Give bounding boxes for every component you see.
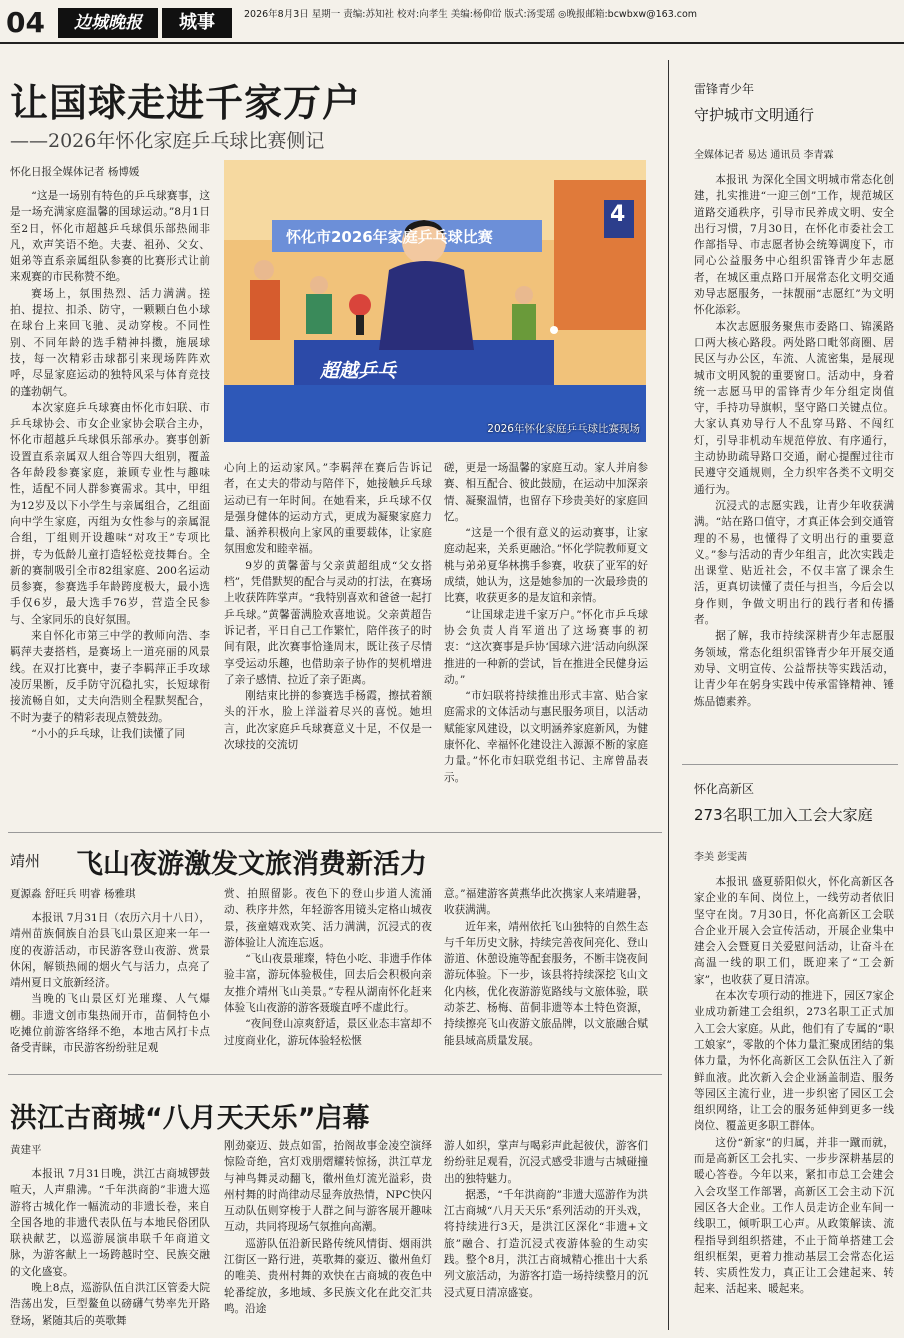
story2-col1-para: 本报讯 7月31日（农历六月十八日），靖州苗族侗族自治县飞山景区迎来一年一度的夜游活动，市民游客登山夜游、赏景休闲，解锁热闹的烟火气与活力，点亮了靖州夏日文旅新经济。: [10, 912, 210, 990]
main-column-2: [224, 460, 432, 830]
main-col2-para: 心向上的运动家风。”李羁萍在赛后告诉记者，在丈夫的带动与陪伴下，她接触乒乓球运动已有一年时间。在她看来，乒乓球不仅是强身健体的运动方式，更成为凝聚家庭力量、涵养积极向上家风的重要载体，让家庭氛围愈发和睦幸福。: [224, 462, 432, 556]
story3-col1-para: 晚上8点，巡游队伍自洪江区管委大院浩荡出发，巨型鳌鱼以磅礴气势率先开路登场，紧随其后的英歌舞: [10, 1282, 210, 1327]
photo-caption: 2026年怀化家庭乒乓球比赛现场: [487, 423, 640, 435]
column-divider: [668, 60, 669, 1330]
story2-col2-para: “飞山夜景璀璨，特色小吃、非遗手作体验丰富，游玩体验极佳，回去后会积极向亲友推介靖州飞山美景。”专程从湖南怀化赶来体验飞山夜游的游客聂璇直呼不虚此行。: [224, 953, 432, 1015]
side2-title: 273名职工加入工会大家庭: [694, 806, 873, 824]
story3-title: 洪江古商城“八月天天乐”启幕: [10, 1103, 370, 1134]
main-col1-para: “这是一场别有特色的乒乓球赛事，这是一场充满家庭温馨的国球运动。”8月1日至2日，怀化市超越乒乓球俱乐部热闹非凡，欢声笑语不绝。夫妻、祖孙、父女、姐弟等直系亲属组队参赛的比赛形式让前来观赛的市民称赞不绝。: [10, 190, 210, 284]
main-title: 让国球走进千家万户: [10, 81, 362, 125]
side1-para: 本次志愿服务聚焦市委路口、锦溪路口两大核心路段。两处路口毗邻商圈、居民区与办公区，车流、人流密集，是展现城市文明风貌的重要窗口。活动中，身着统一志愿马甲的雷锋青少年分组定岗值守，手持功导旗帜，坚守路口关键点位。大家认真劝导行人不乱穿马路、不闯红灯，引导非机动车规范停放、有序通行，主动协助疏导路口交通，耐心提醒过往市民遵守交通规则，全力织牢各类不文明交通行为。: [694, 320, 894, 496]
story2-col2-para: “夜间登山凉爽舒适，景区业态丰富却不过度商业化，游玩体验轻松惬: [224, 1018, 432, 1047]
main-column-1: [10, 188, 210, 828]
side2-para: 这份“新家”的归属，并非一蹴而就，而是高新区工会扎实、一步步深耕基层的暖心答卷。今年以来，紧扣市总工会建会入会攻坚工作部署，高新区工会主动下沉园区各大企业。工作人员走访企业车间一线职工，倾听职工心声。从政策解读、流程指导到组织搭建，不止于简单搭建工会组织框架，更着力推动基层工会常态化运转、实质性发力，真正让工会建起来、转起来、活起来、暖起来。: [694, 1136, 894, 1296]
photo-slogan-text: 超越乒乓: [320, 360, 397, 382]
main-col3-para: “让国球走进千家万户。”怀化市乒乓球协会负责人肖军道出了这场赛事的初衷：“这次赛事是乒协‘国球六进’活动向纵深推进的一种新的尝试，旨在推进全民健身运动。”: [444, 608, 648, 686]
story2-kicker: 靖州: [10, 852, 41, 870]
side2-para: 在本次专项行动的推进下，园区7家企业成功新建工会组织，273名职工正式加入工会大家庭。从此，他们有了专属的“职工娘家”，零散的个体力量汇聚成团结的集体力量，为怀化高新区工会队伍注入了新鲜血液。此次新入会企业涵盖制造、服务等园区主流行业，进一步织密了园区工会组织网络，让工会的服务延伸到更多一线岗位、覆盖更多职工群体。: [694, 990, 894, 1133]
story3-byline: 黄建平: [10, 1144, 42, 1156]
story-divider: [8, 832, 662, 833]
main-col3-para: “市妇联将持续推出形式丰富、贴合家庭需求的文体活动与惠民服务项目，以活动赋能家风建设，以文明涵养家庭新风，为健康怀化、幸福怀化建设注入源源不断的家庭力量。”怀化市妇联党组书记、主席曾晶表示。: [444, 690, 648, 784]
story3-col3-para: 据悉，“千年洪商韵”非遗大巡游作为洪江古商城“八月天天乐”系列活动的开头戏，将持续进行3天，是洪江区深化“非遗+文旅”融合、打造沉浸式夜游体验的生动实践。整个8月，洪江古商城精心推出十大系列文旅活动，为游客打造一场持续整月的沉浸式夏日清凉盛宴。: [444, 1188, 648, 1299]
photo-number-text: 4: [610, 202, 626, 227]
story3-col2-para: 刚劲豪迈、鼓点如雷，抬阁故事金凌空演绎惊险奇绝，宫灯戏朋熠耀转惊扬，洪江草龙与神鸟舞灵动翻飞，徽州鱼灯流光溢彩，贵州村舞的时尚律动尽显奔放热情，NPC快闪互动队伍则穿梭于人群之间与游客展开趣味互动，共同将现场气氛推向高潮。: [224, 1140, 432, 1234]
story2-col1-para: 当晚的飞山景区灯光璀璨、人气爆棚。非遗文创市集热闹开市，苗侗特色小吃摊位前游客络绎不绝，本地古风打卡点备受青睐，市民游客纷纷驻足观: [10, 993, 210, 1055]
story2-col3-para: 意。”福建游客黄燕华此次携家人来靖避暑，收获满满。: [444, 888, 648, 917]
main-photo: [224, 160, 646, 442]
side-divider: [682, 764, 898, 765]
side2-para: 本报讯 盛夏骄阳似火，怀化高新区各家企业的车间、岗位上，一线劳动者依旧坚守在岗。7月30日，怀化高新区工会联合企业开展入会宣传活动，开展企业集中建会入会暨夏日关爱慰问活动，让奋斗在高温一线的职工们，既迎来了“工会新家”，也收获了夏日清凉。: [694, 876, 894, 986]
side1-para: 本报讯 为深化全国文明城市常态化创建，扎实推进“一迎三创”工作，规范城区道路交通秩序，引导市民养成文明、安全出行习惯，7月30日，在怀化市委社会工作部指导、市志愿者协会统筹调度下，市同心公益服务中心组织雷锋青少年志愿者，在城区重点路口开展常态化文明交通劝导志愿服务，一抹靓丽“志愿红”为文明怀化添彩。: [694, 174, 894, 317]
story-divider: [8, 1074, 662, 1075]
side1-title: 守护城市文明通行: [694, 106, 815, 124]
main-col3-para: 磋，更是一场温馨的家庭互动。家人并肩参赛、相互配合、彼此鼓励，在运动中加深亲情、凝聚温情，也留存下珍贵美好的家庭回忆。: [444, 462, 648, 523]
story3-column-1: [10, 1166, 210, 1332]
main-subtitle: ——2026年怀化家庭乒乓球比赛侧记: [10, 130, 325, 152]
main-col2-para: 9岁的黄馨蕾与父亲黄超组成“父女搭档”，凭借默契的配合与灵动的打法，在赛场上收获阵阵掌声。“我特别喜欢和爸爸一起打乒乓球。”黄馨蕾满脸欢喜地说。父亲黄超告诉记者，平日自己工作繁忙，陪伴孩子的时间有限，此次赛事恰逢周末，既让孩子尽情享受运动乐趣，也借助亲子协作的契机增进了亲子感情、拉近了亲子距离。: [224, 559, 432, 686]
main-column-3: [444, 460, 648, 830]
side1-para: 沉浸式的志愿实践，让青少年收获满满。“站在路口值守，才真正体会到交通管理的不易，也懂得了文明出行的重要意义。”参与活动的青少年组言，此次实践走出课堂、贴近社会，不仅丰富了课余生活，更真切读懂了责任与担当，今后会以身作则，争做文明出行的践行者和传播者。: [694, 499, 894, 627]
photo-illustration: [224, 160, 646, 442]
side2-kicker: 怀化高新区: [694, 782, 755, 796]
main-col2-para: 刚结束比拼的参赛选手杨霞，擦拭着额头的汗水，脸上洋溢着尽兴的喜悦。她坦言，此次家庭乒乓球赛意义十足，不仅是一次球技的交流切: [224, 690, 432, 752]
story2-column-3: [444, 886, 648, 1056]
side1-para: 据了解，我市持续深耕青少年志愿服务领域，常态化组织雷锋青少年开展交通劝导、文明宣传、公益帮扶等实践活动，让青少年在躬身实践中传承雷锋精神、锤炼品德素养。: [694, 630, 894, 708]
story2-column-1: [10, 910, 210, 1056]
main-col1-para: 来自怀化市第三中学的教师向浩、李羁萍夫妻搭档，是赛场上一道亮丽的风景线。在双打比赛中，妻子李羁萍正手攻球凌厉果断，反手防守沉稳扎实，长短球衔接流畅自如，丈夫向浩则全程默契配合，不时为妻子的精彩表现点赞鼓劲。: [10, 630, 210, 724]
section-name: 城事: [162, 8, 232, 38]
paper-name-logo: 边城晚报: [58, 8, 158, 38]
story3-col1-para: 本报讯 7月31日晚，洪江古商城锣鼓喧天，人声鼎沸。“千年洪商韵”非遗大巡游将古城化作一幅流动的非遗长卷，来自全国各地的非遗代表队伍与本地民俗团队联袂献艺，以巡游展演串联千年商道文脉，为游客献上一场跨越时空、民族交融的文化盛宴。: [10, 1168, 210, 1278]
page-number: 04: [6, 6, 45, 39]
main-col1-para: “小小的乒乓球，让我们读懂了同: [31, 727, 185, 740]
story3-col2-para: 巡游队伍沿新民路传统风情街、烟雨洪江街区一路行进，英歌舞的豪迈、徽州鱼灯的唯美、贵州村舞的欢快在古商城的夜色中轮番绽放，多地域、多民族文化在此交汇共鸣。沿途: [224, 1237, 432, 1315]
side2-body: [694, 874, 894, 1330]
story3-column-2: [224, 1138, 432, 1332]
header-meta: 2026年8月3日 星期一 责编:苏知社 校对:向孝生 美编:杨仰峃 版式:汤雯瑶 ◎晚报邮箱:bcwbxw@163.com: [244, 9, 698, 20]
side1-kicker: 雷锋青少年: [694, 82, 755, 96]
main-col3-para: “这是一个很有意义的运动赛事，让家庭动起来，关系更融洽。”怀化学院教师夏文桃与弟弟夏华林携手参赛，收获了亚军的好成绩，她认为，这是她参加的一次最珍贵的比赛，收获更多的是友谊和亲情。: [444, 527, 648, 605]
story2-title: 飞山夜游激发文旅消费新活力: [76, 849, 427, 880]
story3-column-3: [444, 1138, 648, 1332]
story3-col3-para: 游人如织，掌声与喝彩声此起彼伏，游客们纷纷驻足观看，沉浸式感受非遗与古城碰撞出的独特魅力。: [444, 1140, 648, 1185]
photo-banner-text: 怀化市2026年家庭乒乓球比赛: [286, 228, 493, 246]
story2-col2-para: 赏、拍照留影。夜色下的登山步道人流涌动、秩序井然，年轻游客用镜头定格山城夜景，孩童嬉戏欢笑、活力满满，沉浸式的夜游体验让人流连忘返。: [224, 888, 432, 949]
side2-byline: 李美 彭雯茜: [694, 852, 748, 863]
side1-body: [694, 172, 894, 732]
main-col1-para: 赛场上，氛围热烈、活力满满。搓拍、提拉、扣杀、防守，一颗颗白色小球在球台上来回飞驰、灵动穿梭。不同性别、不同年龄的选手精神抖擞，施展球技，每一次精彩击球都引来现场阵阵欢呼，尽显家庭运动的独特风采与体育竞技的蓬勃朝气。: [10, 287, 210, 398]
story2-col3-para: 近年来，靖州依托飞山独特的自然生态与千年历史文脉，持续完善夜间亮化、登山游道、休憩设施等配套服务，不断丰饶夜间游玩体验。下一步，该县将持续深挖飞山文化内核，优化夜游游览路线与文旅体验，联动茶艺、杨梅、苗侗非遗等本土特色资源，持续擦亮飞山夜游文旅品牌，以文旅融合赋能县域高质量发展。: [444, 920, 648, 1047]
main-byline: 怀化日报全媒体记者 杨博媛: [10, 166, 140, 178]
story2-column-2: [224, 886, 432, 1056]
page-header: [0, 0, 904, 44]
story2-byline: 夏源淼 舒旺兵 明睿 杨雅琪: [10, 888, 136, 900]
side1-byline: 全媒体记者 易达 通讯员 李青霖: [694, 150, 834, 161]
main-col1-para: 本次家庭乒乓球赛由怀化市妇联、市乒乓球协会、市女企业家协会联合主办，怀化市超越乒乓球俱乐部承办。赛事创新设置直系亲属双人组合等四大组别，覆盖各年龄段参赛家庭，兼顾专业性与趣味性，适配不同人群参赛需求。其中，甲组为12岁及以下小学生与亲属组合，乙组面向中学生家庭，丙组为女性参与的亲属混合组，丁组则开设趣味“对攻王”专项比拼，专为低龄儿童打造轻松竞技舞台。全新的赛制吸引全市82组家庭、200名运动员参赛，参赛选手年龄跨度极大，最小选手仅6岁，最大选手76岁，营造全民参与、全家同乐的良好氛围。: [10, 401, 210, 626]
